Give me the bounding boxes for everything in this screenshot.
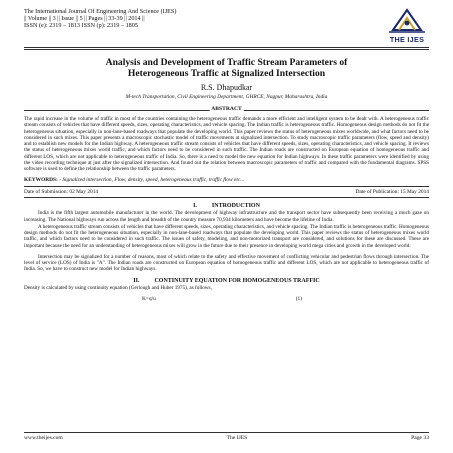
section-1-heading: I. INTRODUCTION [193,203,260,210]
journal-name: The International Journal Of Engineering And Science (IJES) [24,8,177,15]
dates-row [24,187,429,197]
page-footer [24,432,429,441]
paper-author: R.S. Dhapudkar [200,83,253,92]
section-2-paragraph-1: Density is calculated by using continuity equation (Gerlough and Huber 1975), as follows, [24,284,212,291]
logo-emblem-icon [385,6,429,36]
equation-number: (1) [295,295,302,302]
footer-rule [24,432,429,433]
author-affiliation: M-tech Transportation, Civil Engineering Department, GHRCE, Nagpur, Maharashtra, India [125,94,328,100]
journal-volume: || Volume || 3 || Issue || 5 || Pages || 33-39 || 2014 || [24,15,145,23]
footer-website[interactable]: www.theijes.com [24,435,63,441]
keywords [24,177,429,183]
section-1-paragraph-1: India is the fifth largest automobile manufacturer in the world. The development of highway infrastructure and the transport sector have subsequently been receiving a much gaze on increasing. The National highways run across the length and breadth of the country measure 70,934 kilometers and have become the lifeline of India. [24,210,429,223]
footer-journal: The IJES [226,435,248,441]
keywords-text: - Signalized intersection, Flow, density, speed, heterogeneous traffic, traffic flow etc... [59,177,245,184]
keywords-label: KEYWORDS: [24,177,58,184]
section-1-paragraph-3: Intersection may be signalized for a number of reasons, most of which relate to the safety and effective movement of conflicting vehicular and pedestrian flows through intersection. The level of service (LOS) of India is "A". The Indian roads are constructed on European equation of homogeneous traffic and different LOS, which are not applicable to heterogeneous traffic of India. So, we have to construct new model for Indian highways. [24,253,429,273]
dates-rule-bottom [24,197,429,198]
section-1-paragraph-2: A heterogeneous traffic stream consists of vehicles that have different speeds, sizes, operating characteristics, and vehicle spacing. The Indian traffic is heterogeneous traffic. Homogeneous design methods do not fit the heterogeneous situation, especially in non-lane-based roadways that populate the developing world. This paper reviews the status of heterogeneous mixes world traffic, and which factors need to be considered in such traffic. The issues of safety, modeling, and non-motorized transport are considered, and solutions for these are discussed. These are important because the need for an understanding of heterogeneous mixes will grow in the future due to their presence in developing world mega cities and growth in the developed world. [24,223,429,249]
paper-title [24,57,429,79]
section-2-heading: II. CONTINUITY EQUATION FOR HOMOGENEOUS TRAFFIC [133,277,320,284]
journal-logo [385,6,429,44]
date-publication: Date of Publication: 15 May 2014 [355,189,429,196]
abstract-label: ABSTRACT [211,106,242,112]
equation-1 [142,296,302,302]
equation-text: K=q/u [142,295,156,302]
logo-text: THE IJES [389,35,425,44]
footer-row [24,435,429,441]
title-line-2: Heterogeneous Traffic at Signalized Intersection [127,68,326,79]
footer-page-number: Page 33 [411,435,429,441]
title-line-1: Analysis and Development of Traffic Stream Parameters of [105,57,348,68]
date-submission: Date of Submission: 02 May 2014 [24,189,99,196]
journal-info [24,8,176,30]
abstract-heading [24,106,429,115]
header-rule [24,47,429,50]
abstract-text: The rapid increase in the volume of traffic in most of the countries containing the heterogeneous traffic demands a more efficient and intelligent system to be dealt with. A heterogeneous traffic stream consists of vehicles that have different speeds, sizes, operating characteristics, and vehicle spacing. The Indian traffic is heterogeneous traffic. Homogeneous design methods do not fit the heterogeneous situation, especially in non-lane-based roadways that populate the developing world. This paper reviews the status of heterogeneous mixes worldwide, and what factors need to be considered in such mixes. This paper presents a macroscopic stochastic model of traffic movements at signalized intersection. To study macroscopic traffic parameters (flow, speed and density) and to establish new models for the Indian highway. A heterogeneous traffic stream consists of vehicles that have different speeds, sizes, operating characteristics, and vehicle spacing. It reviews the status of heterogeneous mixes world traffic, and which factors need to be considered in such traffic. The Indian roads are constructed on European equation of homogeneous traffic and different LOS, which are not applicable to heterogeneous traffic of India. So, there is a need to model the new equation for Indian highways. In these traffic parameters were identified by using the video recording technique at just after the signalized intersection. And found out the relation between macroscopic parameters of traffic and compared with the fundamental diagrams. SPSS software is used to define the relationship between the traffic parameters. [24,116,429,172]
journal-issn: ISSN (e): 2319 – 1813 ISSN (p): 2319 – 1805 [24,22,138,30]
journal-header [24,6,429,46]
